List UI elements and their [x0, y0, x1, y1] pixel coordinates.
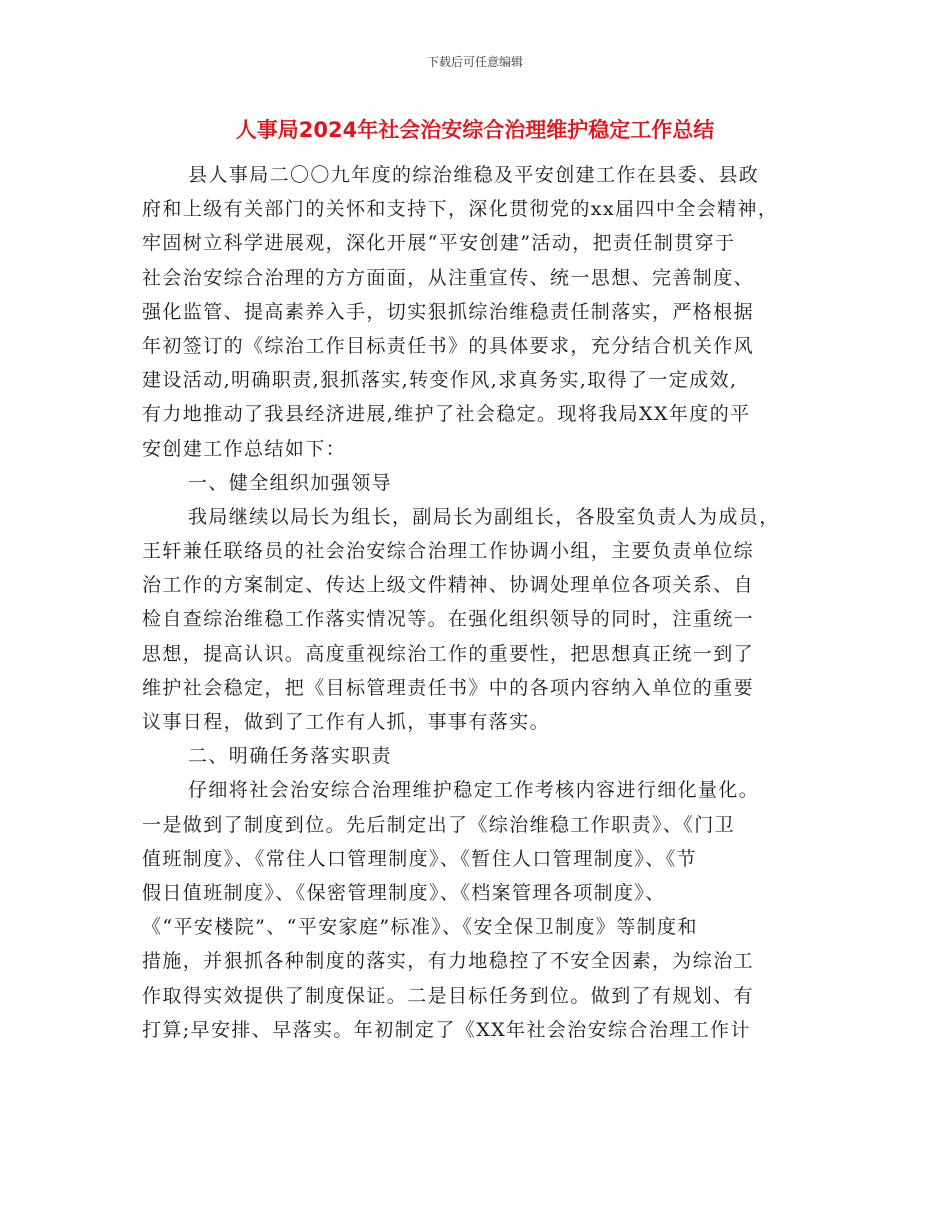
- text-line: 思想，提高认识。高度重视综治工作的重要性，把思想真正统一到了: [142, 642, 755, 665]
- text-line: 年初签订的《综治工作目标责任书》的具体要求，充分结合机关作风: [142, 334, 755, 357]
- text-line: 社会治安综合治理的方方面面，从注重宣传、统一思想、完善制度、: [142, 266, 755, 289]
- document-title: 人事局2024年社会治安综合治理维护稳定工作总结: [235, 118, 715, 142]
- text-line: 二、明确任务落实职责: [188, 745, 393, 768]
- text-line: 仔细将社会治安综合治理维护稳定工作考核内容进行细化量化。: [188, 779, 760, 802]
- text-line: 措施，并狠抓各种制度的落实，有力地稳控了不安全因素，为综治工: [142, 950, 755, 973]
- text-line: 维护社会稳定，把《目标管理责任书》中的各项内容纳入单位的重要: [142, 676, 755, 699]
- text-line: 打算;早安排、早落实。年初制定了《XX年社会治安综合治理工作计: [142, 1018, 751, 1041]
- text-line: 作取得实效提供了制度保证。二是目标任务到位。做到了有规划、有: [142, 984, 755, 1007]
- text-line: 治工作的方案制定、传达上级文件精神、协调处理单位各项关系、自: [142, 574, 755, 597]
- text-line: 强化监管、提高素养入手，切实狠抓综治维稳责任制落实，严格根据: [142, 300, 755, 323]
- text-line: 一、健全组织加强领导: [188, 471, 393, 494]
- text-line: 一是做到了制度到位。先后制定出了《综治维稳工作职责》、《门卫: [142, 813, 736, 836]
- text-line: 议事日程，做到了工作有人抓，事事有落实。: [142, 711, 551, 733]
- text-line: 《“平安楼院”、“平安家庭”标准》、《安全保卫制度》等制度和: [142, 916, 698, 939]
- text-line: 安创建工作总结如下：: [142, 437, 347, 460]
- text-line: 我局继续以局长为组长，副局长为副组长，各股室负责人为成员，: [188, 505, 780, 528]
- text-line: 府和上级有关部门的关怀和支持下，深化贯彻党的xx届四中全会精神，: [142, 198, 779, 221]
- text-line: 县人事局二〇〇九年度的综治维稳及平安创建工作在县委、县政: [188, 164, 760, 186]
- text-line: 建设活动,明确职责,狠抓落实,转变作风,求真务实,取得了一定成效,: [142, 369, 738, 392]
- text-line: 检自查综治维稳工作落实情况等。在强化组织领导的同时，注重统一: [142, 608, 755, 631]
- text-line: 有力地推动了我县经济进展,维护了社会稳定。现将我局XX年度的平: [142, 403, 751, 426]
- text-line: 王轩兼任联络员的社会治安综合治理工作协调小组，主要负责单位综: [142, 540, 755, 563]
- text-line: 假日值班制度》、《保密管理制度》、《档案管理各项制度》、: [142, 881, 666, 904]
- document-body: [142, 158, 802, 1047]
- header-note: 下载后可任意编辑: [426, 55, 523, 69]
- text-line: 值班制度》、《常住人口管理制度》、《暂住人口管理制度》、《节: [142, 847, 698, 870]
- text-line: 牢固树立科学进展观，深化开展“平安创建”活动，把责任制贯穿于: [142, 232, 736, 255]
